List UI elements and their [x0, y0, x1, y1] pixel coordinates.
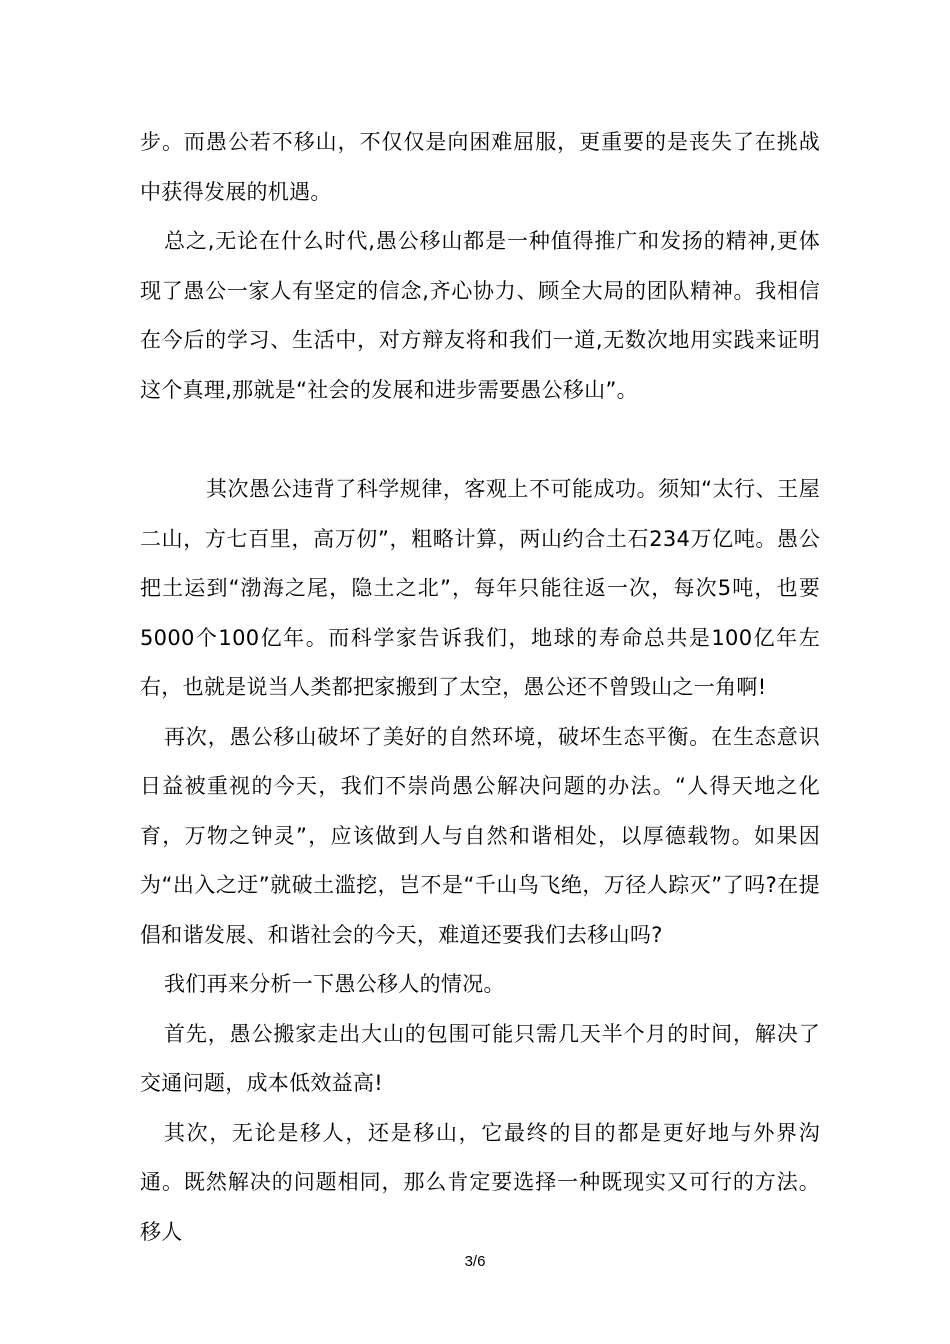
paragraph-first: 首先，愚公搬家走出大山的包围可能只需几天半个月的时间，解决了交通问题，成本低效益高!: [140, 1021, 820, 1095]
paragraph-conclusion: 总之,无论在什么时代,愚公移山都是一种值得推广和发扬的精神,更体现了愚公一家人有坚定的信念,齐心协力、顾全大局的团队精神。我相信在今后的学习、生活中，对方辩友将和我们一道,无数次地用实践来证明这个真理,那就是“社会的发展和进步需要愚公移山”。: [140, 229, 820, 402]
document-body: [140, 118, 820, 1257]
paragraph-science: 其次愚公违背了科学规律，客观上不可能成功。须知“太行、王屋二山，方七百里，高万仞”，粗略计算，两山约合土石234万亿吨。愚公把土运到“渤海之尾，隐土之北”，每年只能往返一次，每次5吨，也要5000个100亿年。而科学家告诉我们，地球的寿命总共是100亿年左右，也就是说当人类都把家搬到了太空，愚公还不曾毁山之一角啊!: [140, 477, 820, 699]
page-number: 3/6: [464, 1253, 486, 1270]
paragraph-continuation: 步。而愚公若不移山，不仅仅是向困难屈服，更重要的是丧失了在挑战中获得发展的机遇。: [140, 130, 820, 204]
paragraph-analysis-intro: 我们再来分析一下愚公移人的情况。: [164, 972, 505, 996]
paragraph-second: 其次，无论是移人，还是移山，它最终的目的都是更好地与外界沟通。既然解决的问题相同，那么肯定要选择一种既现实又可行的方法。移人: [140, 1120, 820, 1244]
paragraph-gap: [140, 415, 820, 465]
paragraph-environment: 再次，愚公移山破坏了美好的自然环境，破坏生态平衡。在生态意识日益被重视的今天，我们不崇尚愚公解决问题的办法。“人得天地之化育，万物之钟灵”，应该做到人与自然和谐相处，以厚德载物。如果因为“出入之迂”就破土滥挖，岂不是“千山鸟飞绝，万径人踪灭”了吗?在提倡和谐发展、和谐社会的今天，难道还要我们去移山吗?: [140, 724, 820, 947]
